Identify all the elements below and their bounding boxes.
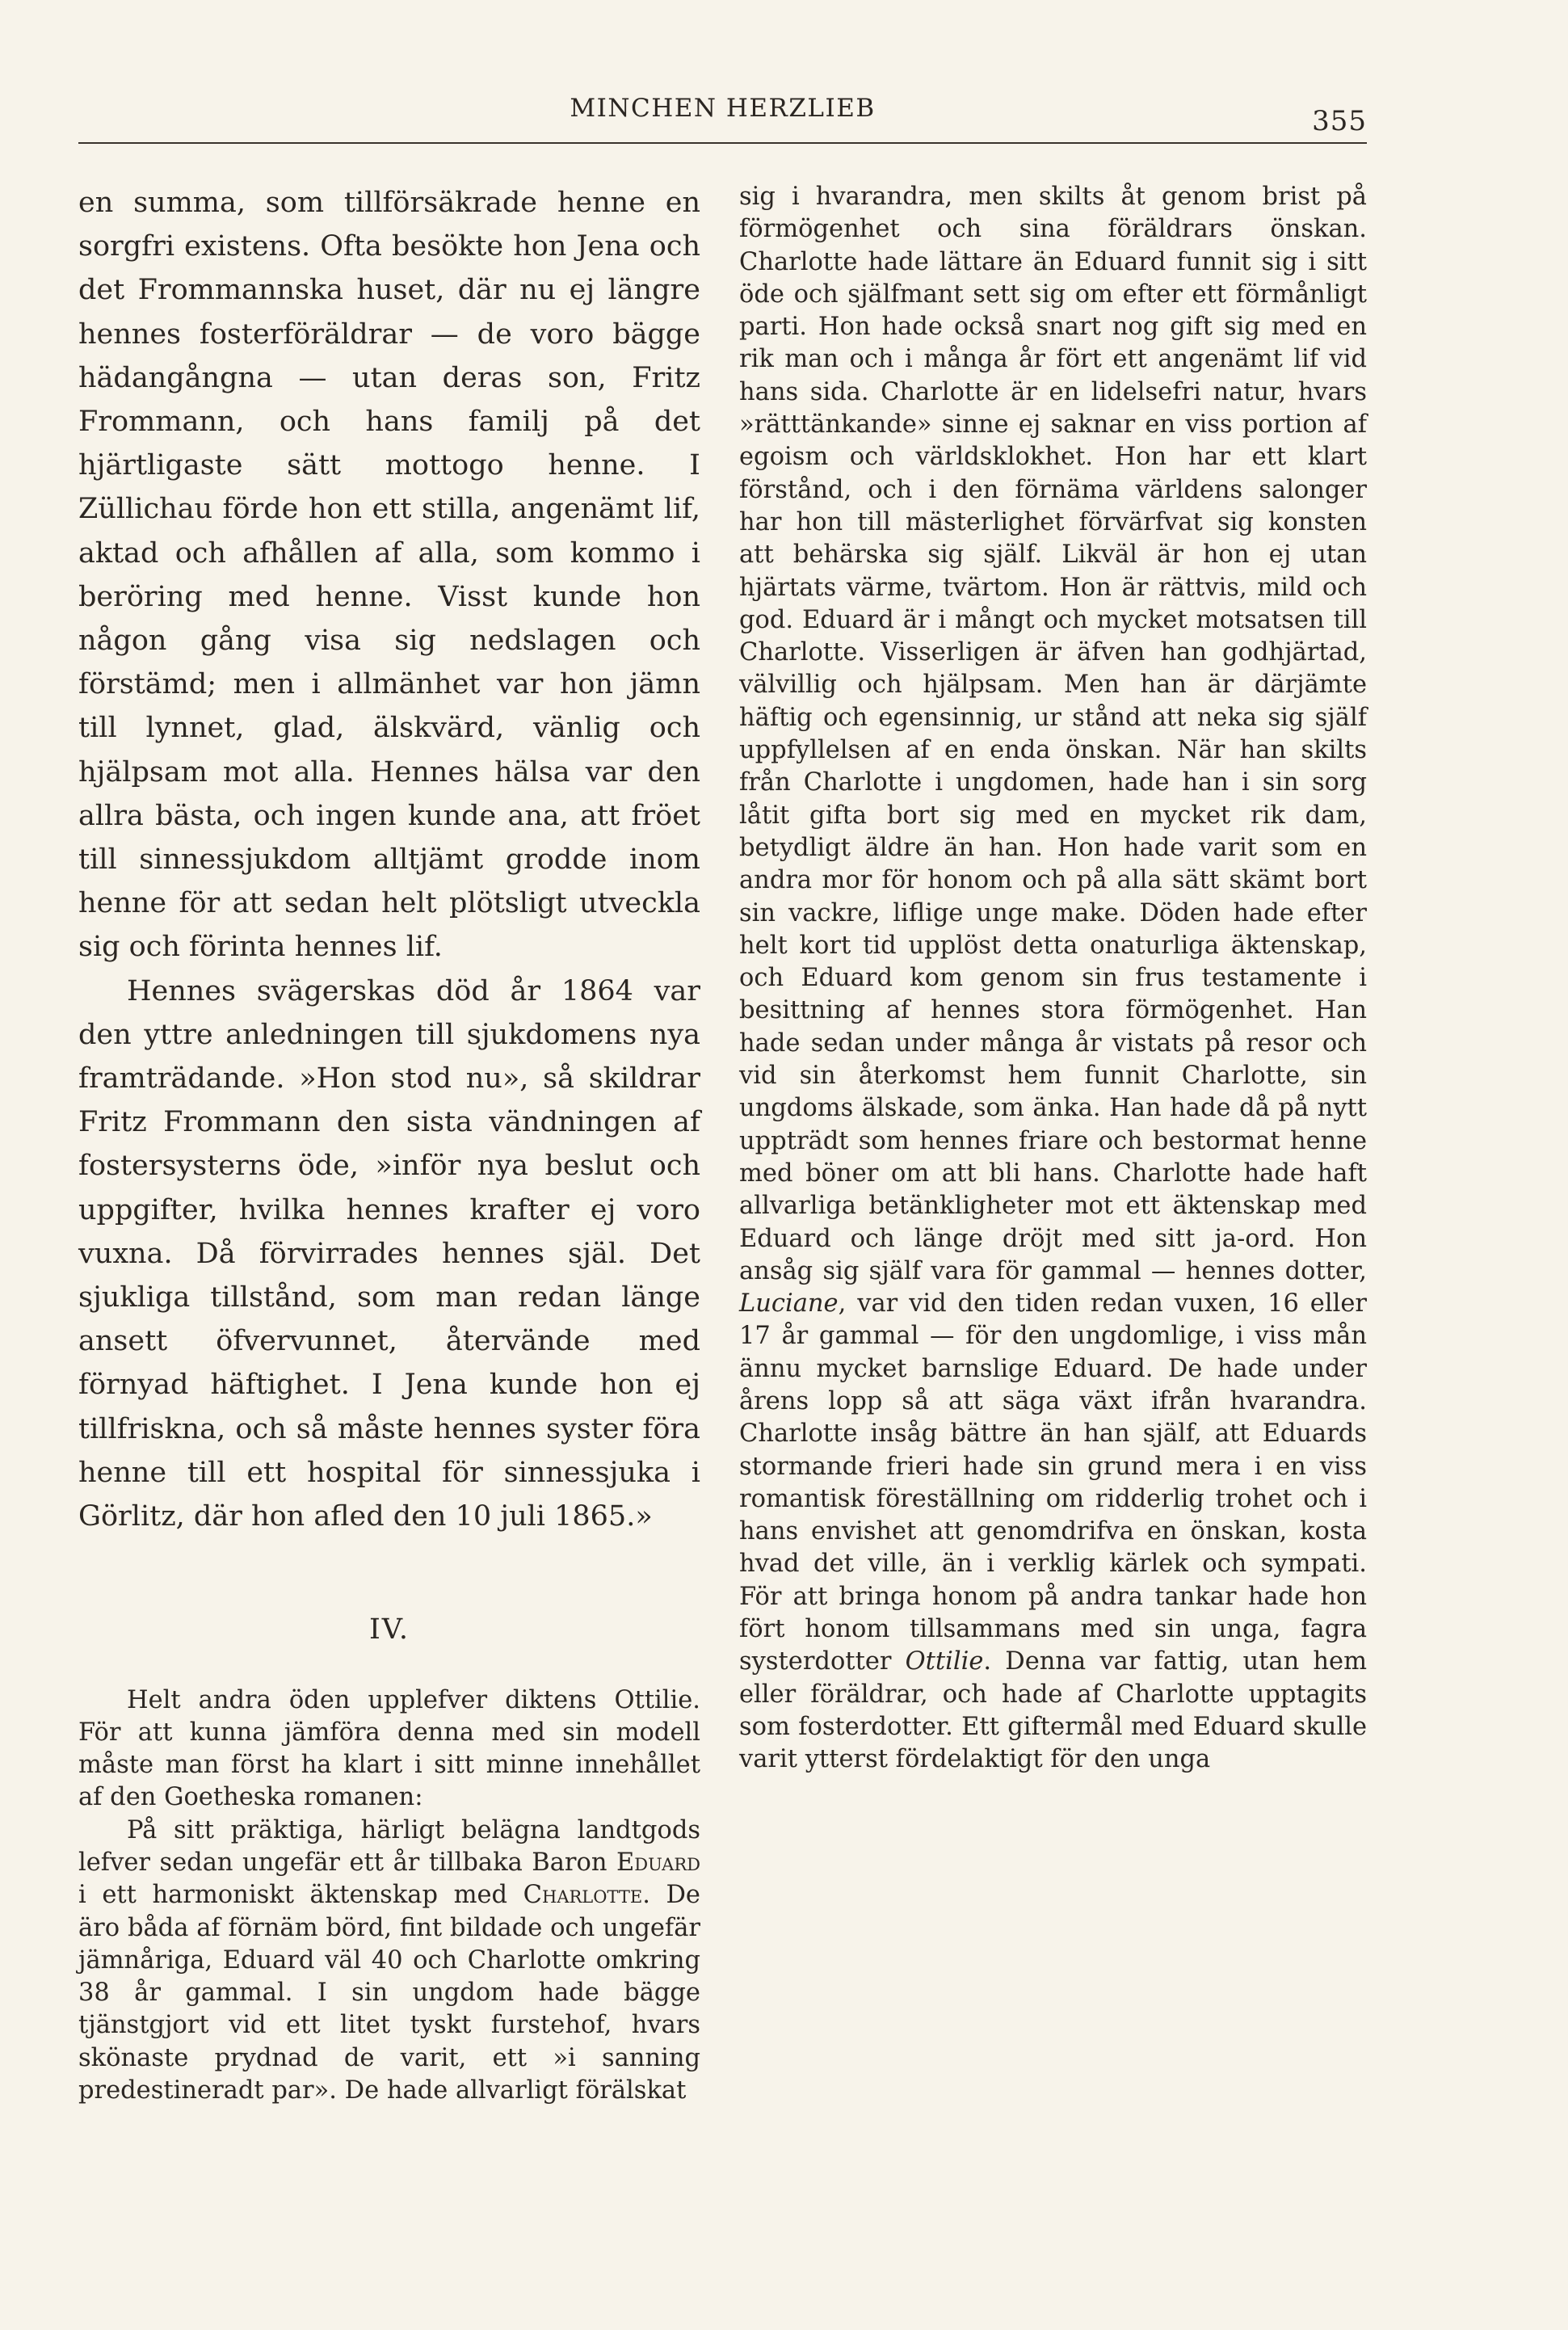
name-eduard: Eduard — [616, 1848, 700, 1877]
left-column — [78, 181, 700, 2107]
name-ottilie: Ottilie — [905, 1647, 984, 1676]
right-column — [739, 181, 1367, 1777]
section-heading: IV. — [368, 1613, 410, 1647]
text-run: i ett harmoniskt äktenskap med — [78, 1881, 523, 1910]
text-run: , var vid den tiden redan vuxen, 16 eller 17 år gammal — för den ungdomlige, i viss mån ännu mycket barnslige Eduard. De hade under årens lopp så att säga växt ifrån hvarandra. Charlotte insåg bättre än han själf, att Eduards stormande frieri hade sin grund mera i en viss romantisk föreställning om ridderlig trohet och i hans envishet att genomdrifva en önskan, kosta hvad det ville, än i verklig kärlek och sympati. För att bringa honom på andra tankar hade hon fört honom tillsammans med sin unga, fagra systerdotter — [739, 1289, 1367, 1676]
text-run: sig i hvarandra, men skilts åt genom brist på förmögenhet och sina föräldrars önskan. Charlotte hade lättare än Eduard funnit sig i sitt öde och själfmant sett sig om efter ett förmånligt parti. Hon hade också snart nog gift sig med en rik man och i många år fört ett angenämt lif vid hans sida. Charlotte är en lidelsefri natur, hvars »rätttänkande» sinne ej saknar en viss portion af egoism och världsklokhet. Hon har ett klart förstånd, och i den förnäma världens salonger har hon till mästerlighet förvärfvat sig konsten att behärska sig själf. Likväl är hon ej utan hjärtats värme, tvärtom. Hon är rättvis, mild och god. Eduard är i mångt och mycket motsatsen till Charlotte. Visserligen är äfven han godhjärtad, välvillig och hjälpsam. Men han är därjämte häftig och egensinnig, ur stånd att neka sig själf uppfyllelsen af en enda önskan. När han skilts från Charlotte i ungdomen, hade han i sin sorg låtit gifta bort sig med en mycket rik dam, betydligt äldre än han. Hon hade varit som en andra mor för honom och på alla sätt skämt bort sin vackre, liflige unge make. Döden hade efter helt kort tid upplöst detta onaturliga äktenskap, och Eduard kom genom sin frus testamente i besittning af hennes stora förmögenhet. Han hade sedan under många år vistats på resor och vid sin återkomst hem funnit Charlotte, sin ungdoms älskade, som änka. Han hade då på nytt uppträdt som hennes friare och bestormat henne med böner om att bli hans. Charlotte hade haft allvarliga betänkligheter mot ett äktenskap med Eduard och länge dröjt med sitt ja-ord. Hon ansåg sig själf vara för gammal — hennes dotter, — [739, 183, 1367, 1285]
paragraph: en summa, som tillförsäkrade henne en sorgfri existens. Ofta besökte hon Jena och det Frommannska huset, där nu ej längre hennes fosterföräldrar — de voro bägge hädangångna — utan deras son, Fritz Frommann, och hans familj på det hjärtligaste sätt mottogo henne. I Züllichau förde hon ett stilla, angenämt lif, aktad och afhållen af alla, som kommo i beröring med henne. Visst kunde hon någon gång visa sig nedslagen och förstämd; men i allmänhet var hon jämn till lynnet, glad, älskvärd, vänlig och hjälpsam mot alla. Hennes hälsa var den allra bästa, och ingen kunde ana, att fröet till sinnessjukdom alltjämt grodde inom henne för att sedan helt plötsligt utveckla sig och förinta hennes lif. — [78, 187, 700, 964]
text-run: . De äro båda af förnäm börd, fint bildade och ungefär jämnåriga, Eduard väl 40 och Charlotte omkring 38 år gammal. I sin ungdom hade bägge tjänstgjort vid ett litet tyskt furstehof, hvars skönaste prydnad de varit, ett »i sanning predestineradt par». De hade allvarligt förälskat — [78, 1881, 700, 2105]
page-number: 355 — [1312, 105, 1367, 137]
paragraph — [739, 181, 1367, 1777]
running-title: MINCHEN HERZLIEB — [570, 94, 876, 123]
paragraph — [78, 1815, 700, 2108]
text-run: . Denna var fattig, utan hem eller föräldrar, och hade af Charlotte upptagits som fosterdotter. Ett giftermål med Eduard skulle varit ytterst fördelaktigt för den unga — [739, 1647, 1367, 1774]
paragraph: Hennes svägerskas död år 1864 var den yttre anledningen till sjukdomens nya framträdande. »Hon stod nu», så skildrar Fritz Frommann den sista vändningen af fostersysterns öde, »inför nya beslut och uppgifter, hvilka hennes krafter ej voro vuxna. Då förvirrades hennes själ. Det sjukliga tillstånd, som man redan länge ansett öfvervunnet, återvände med förnyad häftighet. I Jena kunde hon ej tillfriskna, och så måste hennes syster föra henne till ett hospital för sinnessjuka i Görlitz, där hon afled den 10 juli 1865.» — [78, 974, 700, 1533]
name-charlotte: Charlotte — [523, 1881, 643, 1910]
paragraph: Helt andra öden upplefver diktens Ottilie. För att kunna jämföra denna med sin modell måste man först ha klart i sitt minne innehållet af den Goetheska romanen: — [78, 1685, 700, 1812]
name-luciane: Luciane — [739, 1289, 839, 1319]
header-rule — [78, 142, 1367, 144]
text-run: På sitt präktiga, härligt belägna landtgods lefver sedan ungefär ett år tillbaka Baron — [78, 1815, 700, 1877]
page-header — [78, 90, 1367, 144]
